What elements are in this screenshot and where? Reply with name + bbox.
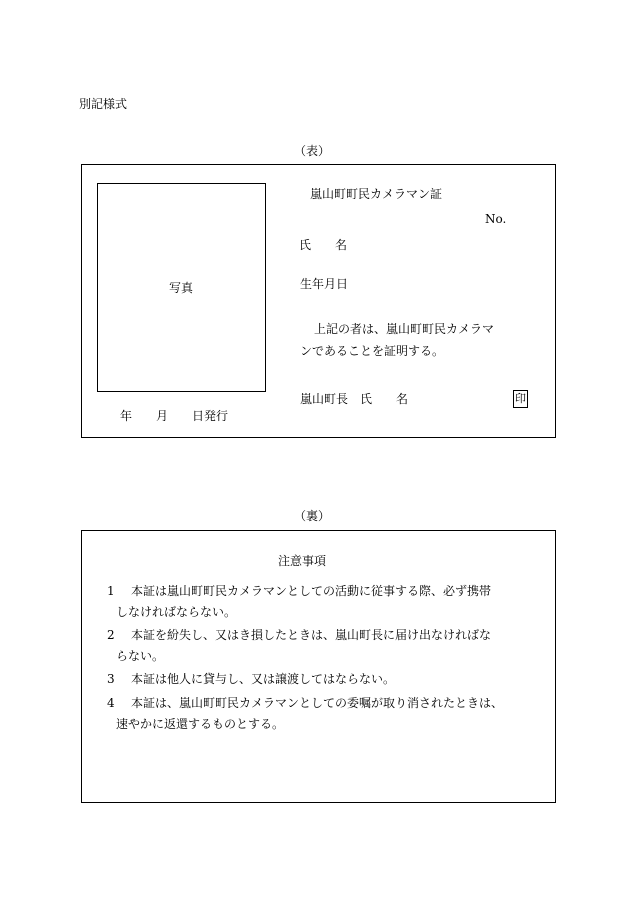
form-heading: 別記様式 [79, 97, 128, 111]
statement-line-2: ンであることを証明する。 [300, 344, 445, 358]
note-1-line-1: 本証は嵐山町町民カメラマンとしての活動に従事する際、必ず携帯 [131, 584, 492, 598]
back-caption: （裏） [294, 509, 331, 523]
note-2-line-2: らない。 [116, 649, 165, 663]
seal-mark: 印 [513, 390, 528, 408]
name-label: 氏 名 [299, 238, 348, 252]
note-number-2: 2 [107, 628, 115, 642]
certificate-title: 嵐山町町民カメラマン証 [310, 187, 443, 201]
issue-date-label: 年 月 日発行 [120, 409, 229, 423]
back-card [81, 530, 556, 803]
number-label: No. [485, 212, 507, 226]
note-2-line-1: 本証を紛失し、又はき損したときは、嵐山町長に届け出なければな [131, 628, 492, 642]
photo-label: 写真 [169, 281, 194, 295]
note-number-1: 1 [107, 584, 115, 598]
note-1-line-2: しなければならない。 [116, 605, 237, 619]
note-4-line-2: 速やかに返還するものとする。 [116, 717, 285, 731]
mayor-name-label: 嵐山町長 氏 名 [300, 392, 409, 406]
notes-title: 注意事項 [278, 554, 327, 568]
note-3-line-1: 本証は他人に貸与し、又は譲渡してはならない。 [131, 672, 396, 686]
note-number-4: 4 [107, 696, 115, 710]
statement-line-1: 上記の者は、嵐山町町民カメラマ [314, 322, 495, 336]
birthdate-label: 生年月日 [300, 277, 349, 291]
note-number-3: 3 [107, 672, 115, 686]
note-4-line-1: 本証は、嵐山町町民カメラマンとしての委嘱が取り消されたときは、 [131, 696, 504, 710]
front-caption: （表） [294, 144, 331, 158]
